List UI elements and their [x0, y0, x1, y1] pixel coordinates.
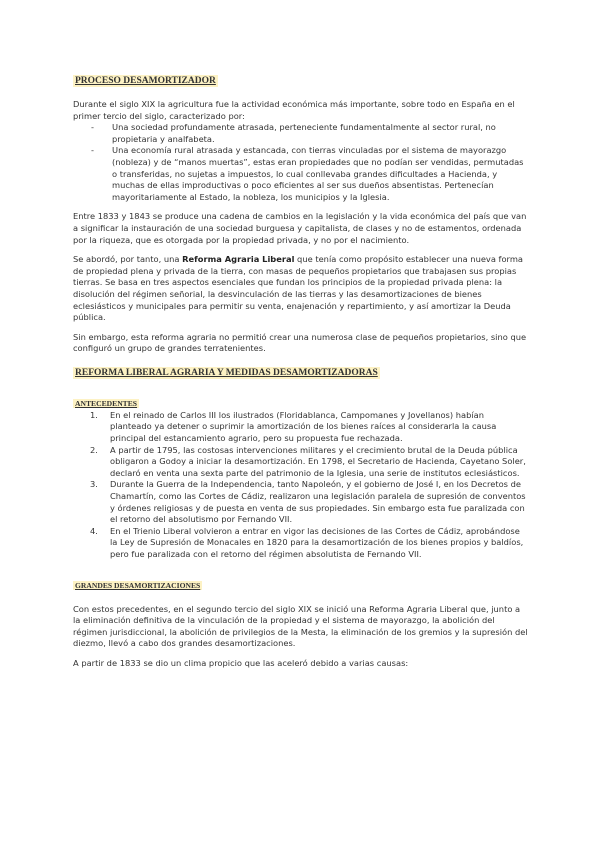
number-marker: 1. [90, 409, 98, 420]
title-reforma-liberal: REFORMA LIBERAL AGRARIA Y MEDIDAS DESAMORTIZADORAS [75, 367, 378, 378]
list-item [73, 122, 528, 145]
text-span: que tenía como propósito establecer una nueva forma de propiedad plena y privada de la tierra, con masas de pequeños propietarios que trabajasen sus propias tierras. Se basa en tres aspectos esenciales que fundan los principios de la propiedad privada plena: la disolución del régimen señorial, la desvinculación de las tierras y las desamortizaciones de bienes eclesiásticos y municipales para permitir su venta, enajenación y repartimiento, y así amortizar la Deuda pública. [73, 254, 523, 323]
characteristics-list [73, 122, 528, 203]
title-proceso-desamortizador: PROCESO DESAMORTIZADOR [75, 76, 216, 86]
list-item-text: En el reinado de Carlos III los ilustrados (Floridablanca, Campomanes y Jovellanos) habían planteado ya detener o suprimir la amortización de los bienes raíces al considerarla la causa principal del estancamiento agrario, pero su propuesta fue rechazada. [110, 409, 497, 444]
subtitle-antecedentes: ANTECEDENTES [75, 398, 138, 408]
bold-reforma-agraria-liberal: Reforma Agraria Liberal [182, 254, 295, 265]
number-marker: 3. [90, 479, 98, 490]
number-marker: 2. [90, 444, 98, 455]
paragraph-reforma-agraria [73, 254, 528, 324]
list-item-text: Durante la Guerra de la Independencia, tanto Napoleón, y el gobierno de José I, en los Decretos de Chamartín, como las Cortes de Cádiz, realizaron una legislación paralela de supresión de conventos y órdenes religiosas y de puesta en venta de sus propiedades. Sin embargo esta fue paralizada con el retorno del absolutismo por Fernando VII. [110, 479, 526, 525]
list-item-text: A partir de 1795, las costosas intervenciones militares y el crecimiento brutal de la Deuda pública obligaron a Godoy a iniciar la desamortización. En 1798, el Secretario de Hacienda, Cayetano Soler, declaró en venta una sexta parte del patrimonio de la Iglesia, una serie de institutos eclesiásticos. [110, 444, 526, 478]
list-item [73, 410, 528, 445]
list-item [73, 445, 528, 480]
list-item [73, 145, 528, 203]
dash-marker: - [91, 122, 94, 133]
subtitle-grandes-desamortizaciones: GRANDES DESAMORTIZACIONES [75, 580, 201, 590]
intro-paragraph: Durante el siglo XIX la agricultura fue la actividad económica más importante, sobre todo en España en el primer tercio del siglo, caracterizado por: [73, 99, 515, 121]
list-item [73, 479, 528, 525]
list-item-text: En el Trienio Liberal volvieron a entrar en vigor las decisiones de las Cortes de Cádiz, aprobándose la Ley de Supresión de Monacales en 1820 para la desamortización de los bienes propios y baldíos, pero fue paralizada con el retorno del régimen absolutista de Fernando VII. [110, 525, 524, 559]
dash-marker: - [91, 145, 94, 156]
list-item-text: Una sociedad profundamente atrasada, perteneciente fundamentalmente al sector rural, no propietaria y analfabeta. [112, 122, 496, 144]
text-span: Se abordó, por tanto, una [73, 254, 183, 265]
number-marker: 4. [90, 525, 98, 536]
paragraph-sin-embargo: Sin embargo, esta reforma agraria no permitió crear una numerosa clase de pequeños propietarios, sino que configuró un grupo de grandes terratenientes. [73, 331, 527, 354]
list-item-text: Una economía rural atrasada y estancada, con tierras vinculadas por el sistema de mayorazgo (nobleza) y de “manos muertas”, estas eran propiedades que no podían ser vendidas, permutadas o transferidas, no sujetas a impuestos, lo cual conllevaba grandes dificultades a Hacienda, y muchas de ellas improductivas o poco eficientes al ser sus dueños absentistas. Pertenecían mayoritariamente al Estado, la nobleza, los municipios y la Iglesia. [112, 145, 524, 202]
paragraph-1833-1843: Entre 1833 y 1843 se produce una cadena de cambios en la legislación y la vida económica del país que van a significar la instauración de una sociedad burguesa y capitalista, de clases y no de estamentos, ordenada por la riqueza, que es otorgada por la propiedad privada, y no por el nacimiento. [73, 211, 527, 245]
paragraph-a-partir-1833: A partir de 1833 se dio un clima propicio que las aceleró debido a varias causas: [73, 657, 409, 668]
paragraph-precedentes: Con estos precedentes, en el segundo tercio del siglo XIX se inició una Reforma Agraria Liberal que, junto a la eliminación definitiva de la vinculación de la propiedad y el sistema de mayorazgo, la abolición del régimen jurisdiccional, la abolición de privilegios de la Mesta, la eliminación de los gremios y la supresión del diezmo, llevó a cabo dos grandes desamortizaciones. [73, 603, 528, 649]
list-item [73, 526, 528, 561]
document-page [73, 68, 528, 670]
antecedentes-list [73, 410, 528, 561]
